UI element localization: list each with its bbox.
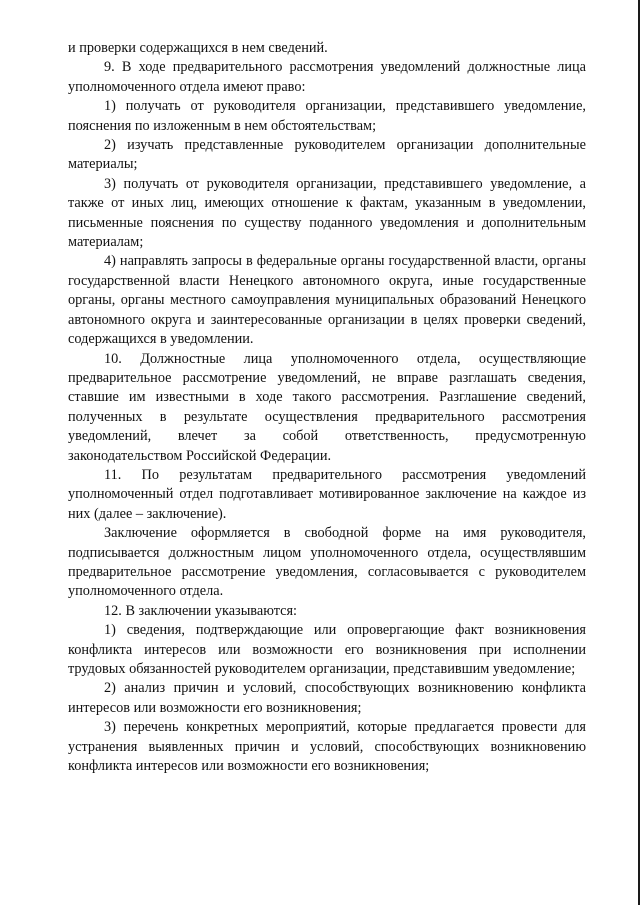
paragraph-item-9-4: 4) направлять запросы в федеральные органы государственной власти, органы государственной власти Ненецкого автономного округа, иные государственные органы, органы местного самоуправления муниципальных образований Ненецкого автономного округа и заинтересованные организации в целях проверки сведений, содержащихся в уведомлении. [68,253,586,348]
paragraph-item-12-2: 2) анализ причин и условий, способствующих возникновению конфликта интересов или возможности его возникновения; [68,680,586,716]
paragraph-conclusion-form: Заключение оформляется в свободной форме на имя руководителя, подписывается должностным лицом уполномоченного отдела, осуществлявшим предварительное рассмотрение уведомления, согласовывается с руководителем уполномоченного отдела. [68,525,586,600]
paragraph-item-12-1: 1) сведения, подтверждающие или опровергающие факт возникновения конфликта интересов или возможности его возникновения при исполнении трудовых обязанностей руководителем организации, представившим уведомление; [68,622,586,677]
paragraph-item-12-3: 3) перечень конкретных мероприятий, которые предлагается провести для устранения выявленных причин и условий, способствующих возникновению конфликта интересов или возможности его возникновения; [68,719,586,775]
document-body [68,39,586,776]
paragraph-item-11: 11. По результатам предварительного рассмотрения уведомлений уполномоченный отдел подготавливает мотивированное заключение на каждое из них (далее – заключение). [68,466,586,522]
paragraph-item-9-1: 1) получать от руководителя организации, представившего уведомление, пояснения по изложенным в нем обстоятельствам; [68,98,586,134]
paragraph-item-12: 12. В заключении указываются: [104,602,298,619]
paragraph-item-10: 10. Должностные лица уполномоченного отдела, осуществляющие предварительное рассмотрение уведомлений, не вправе разглашать сведения, ставшие им известными в ходе такого рассмотрения. Разглашение сведений, полученных в результате осуществления предварительного рассмотрения уведомлений, влечет за собой ответственность, предусмотренную законодательством Российской Федерации. [68,350,586,464]
paragraph-item-9-3: 3) получать от руководителя организации, представившего уведомление, а также от иных лиц, имеющих отношение к фактам, указанным в уведомлении, письменные пояснения по существу поданного уведомления и дополнительным материалам; [68,175,586,251]
paragraph-continuation: и проверки содержащихся в нем сведений. [68,40,328,56]
paragraph-item-9-2: 2) изучать представленные руководителем организации дополнительные материалы; [68,137,586,173]
paragraph-item-9: 9. В ходе предварительного рассмотрения уведомлений должностные лица уполномоченного отдела имеют право: [68,59,586,95]
